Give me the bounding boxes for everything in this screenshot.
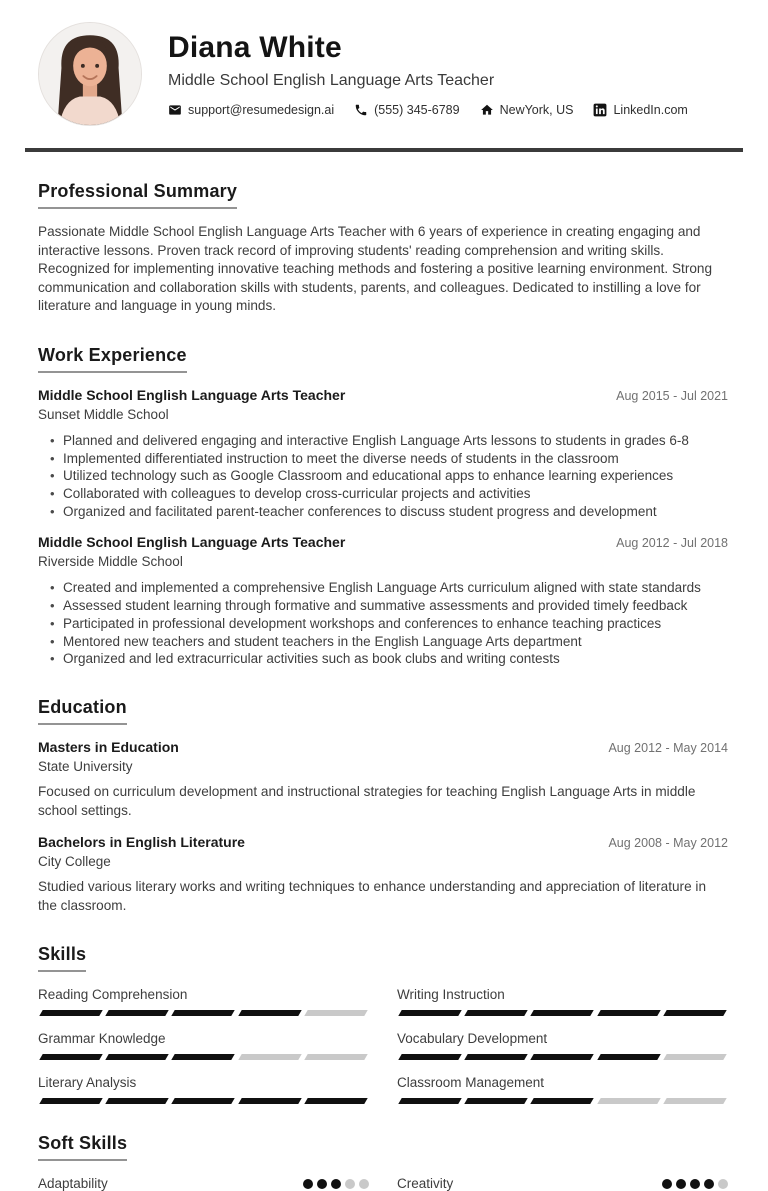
soft-skills-grid — [38, 1176, 728, 1191]
soft-skill-name: Adaptability — [38, 1176, 108, 1191]
degree-school: State University — [38, 759, 133, 774]
skill-item — [397, 987, 728, 1016]
degree-entry-head — [38, 739, 728, 755]
soft-skills-heading: Soft Skills — [38, 1133, 127, 1161]
header-divider — [25, 148, 743, 152]
section-professional-summary — [38, 181, 728, 316]
section-soft-skills — [38, 1133, 728, 1191]
contact-phone-text: (555) 345-6789 — [374, 103, 460, 117]
job-entry-head — [38, 534, 728, 550]
job-bullet: • Assessed student learning through formative and summative assessments and provided timely feedback — [50, 597, 728, 615]
job-bullet: • Planned and delivered engaging and interactive English Language Arts lessons to students in grades 6-8 — [50, 432, 728, 450]
work-heading: Work Experience — [38, 345, 187, 373]
skill-name: Vocabulary Development — [397, 1031, 548, 1047]
soft-skill-rating-dots — [303, 1179, 369, 1189]
job-entry-head — [38, 387, 728, 403]
soft-skill-name: Creativity — [397, 1176, 454, 1191]
degree-entry-head — [38, 834, 728, 850]
resume-header — [0, 0, 768, 126]
job-bullet: • Mentored new teachers and student teachers in the English Language Arts department — [50, 633, 728, 651]
skill-item — [38, 987, 369, 1016]
contact-linkedin[interactable] — [593, 103, 687, 117]
soft-skill-item — [38, 1176, 369, 1191]
profile-photo-illustration — [39, 23, 141, 125]
job-bullet: • Implemented differentiated instruction to meet the diverse needs of students in the classroom — [50, 450, 728, 468]
job-bullet: • Created and implemented a comprehensive English Language Arts curriculum aligned with state standards — [50, 579, 728, 597]
skill-name: Grammar Knowledge — [38, 1031, 166, 1047]
degree-school: City College — [38, 854, 111, 870]
resume-body — [0, 181, 768, 1191]
degree-entry — [38, 834, 728, 915]
skill-level-bar — [397, 1098, 728, 1104]
summary-text: Passionate Middle School English Language Arts Teacher with 6 years of experience in creating engaging and interactive lessons. Proven track record of improving students' reading comprehension and writing skills. Recognized for implementing innovative teaching methods and fostering a positive learning environment. Strong communication and collaboration skills with students, parents, and colleagues. Dedicated to instilling a love for literature and language in young minds. — [38, 224, 713, 314]
job-company: Sunset Middle School — [38, 406, 169, 422]
skill-item — [397, 1031, 728, 1060]
phone-icon — [354, 103, 368, 117]
contact-location-text: NewYork, US — [499, 103, 574, 117]
skills-heading: Skills — [38, 944, 86, 972]
section-education — [38, 697, 728, 915]
degree-dates: Aug 2008 - May 2012 — [608, 836, 728, 851]
skill-item — [397, 1075, 728, 1104]
job-title: Middle School English Language Arts Teacher — [38, 386, 346, 403]
degree-title: Masters in Education — [38, 739, 179, 755]
contact-phone — [354, 103, 459, 117]
job-bullet: • Participated in professional development workshops and conferences to enhance teaching practices — [50, 615, 728, 633]
contact-row — [168, 103, 728, 117]
summary-heading: Professional Summary — [38, 181, 237, 209]
job-bullet-list — [38, 432, 728, 521]
degree-description: Studied various literary works and writing techniques to enhance understanding and appreciation of literature in the classroom. — [38, 879, 707, 913]
skill-level-bar — [38, 1098, 369, 1104]
profile-photo — [38, 22, 142, 126]
candidate-name: Diana White — [168, 31, 342, 64]
home-icon — [480, 103, 494, 117]
skill-name: Writing Instruction — [397, 987, 505, 1003]
skill-level-bar — [38, 1010, 369, 1016]
contact-email[interactable] — [168, 103, 334, 117]
skill-level-bar — [397, 1054, 728, 1060]
section-work-experience — [38, 345, 728, 668]
soft-skill-item — [397, 1176, 728, 1191]
degree-dates: Aug 2012 - May 2014 — [608, 741, 728, 755]
skill-name: Classroom Management — [397, 1075, 545, 1091]
job-entry — [38, 387, 728, 521]
skill-name: Literary Analysis — [38, 1075, 137, 1091]
job-bullet: • Collaborated with colleagues to develop cross-curricular projects and activities — [50, 485, 728, 503]
job-company: Riverside Middle School — [38, 554, 183, 570]
job-bullet: • Organized and led extracurricular activities such as book clubs and writing contests — [50, 650, 728, 668]
soft-skill-rating-dots — [662, 1179, 728, 1189]
job-entry — [38, 534, 728, 668]
job-bullet-list — [38, 579, 728, 668]
degree-description: Focused on curriculum development and instructional strategies for teaching English Language Arts in middle school settings. — [38, 784, 696, 818]
education-heading: Education — [38, 697, 127, 725]
email-icon — [168, 103, 182, 117]
job-title: Middle School English Language Arts Teacher — [38, 534, 346, 551]
skill-level-bar — [397, 1010, 728, 1016]
skill-item — [38, 1075, 369, 1104]
job-dates: Aug 2015 - Jul 2021 — [616, 388, 728, 403]
skill-item — [38, 1031, 369, 1060]
section-skills — [38, 944, 728, 1104]
candidate-job-title: Middle School English Language Arts Teacher — [168, 72, 495, 89]
contact-email-text: support@resumedesign.ai — [188, 103, 335, 117]
degree-title: Bachelors in English Literature — [38, 834, 245, 851]
degree-entry — [38, 739, 728, 820]
skill-name: Reading Comprehension — [38, 987, 188, 1003]
contact-linkedin-text: LinkedIn.com — [613, 103, 688, 117]
job-bullet: • Utilized technology such as Google Classroom and educational apps to enhance learning experiences — [50, 467, 728, 485]
linkedin-icon — [593, 103, 607, 117]
contact-location — [480, 103, 574, 117]
skills-grid — [38, 987, 728, 1104]
job-dates: Aug 2012 - Jul 2018 — [616, 536, 728, 551]
header-text — [168, 31, 728, 117]
job-bullet: • Organized and facilitated parent-teacher conferences to discuss student progress and development — [50, 503, 728, 521]
skill-level-bar — [38, 1054, 369, 1060]
